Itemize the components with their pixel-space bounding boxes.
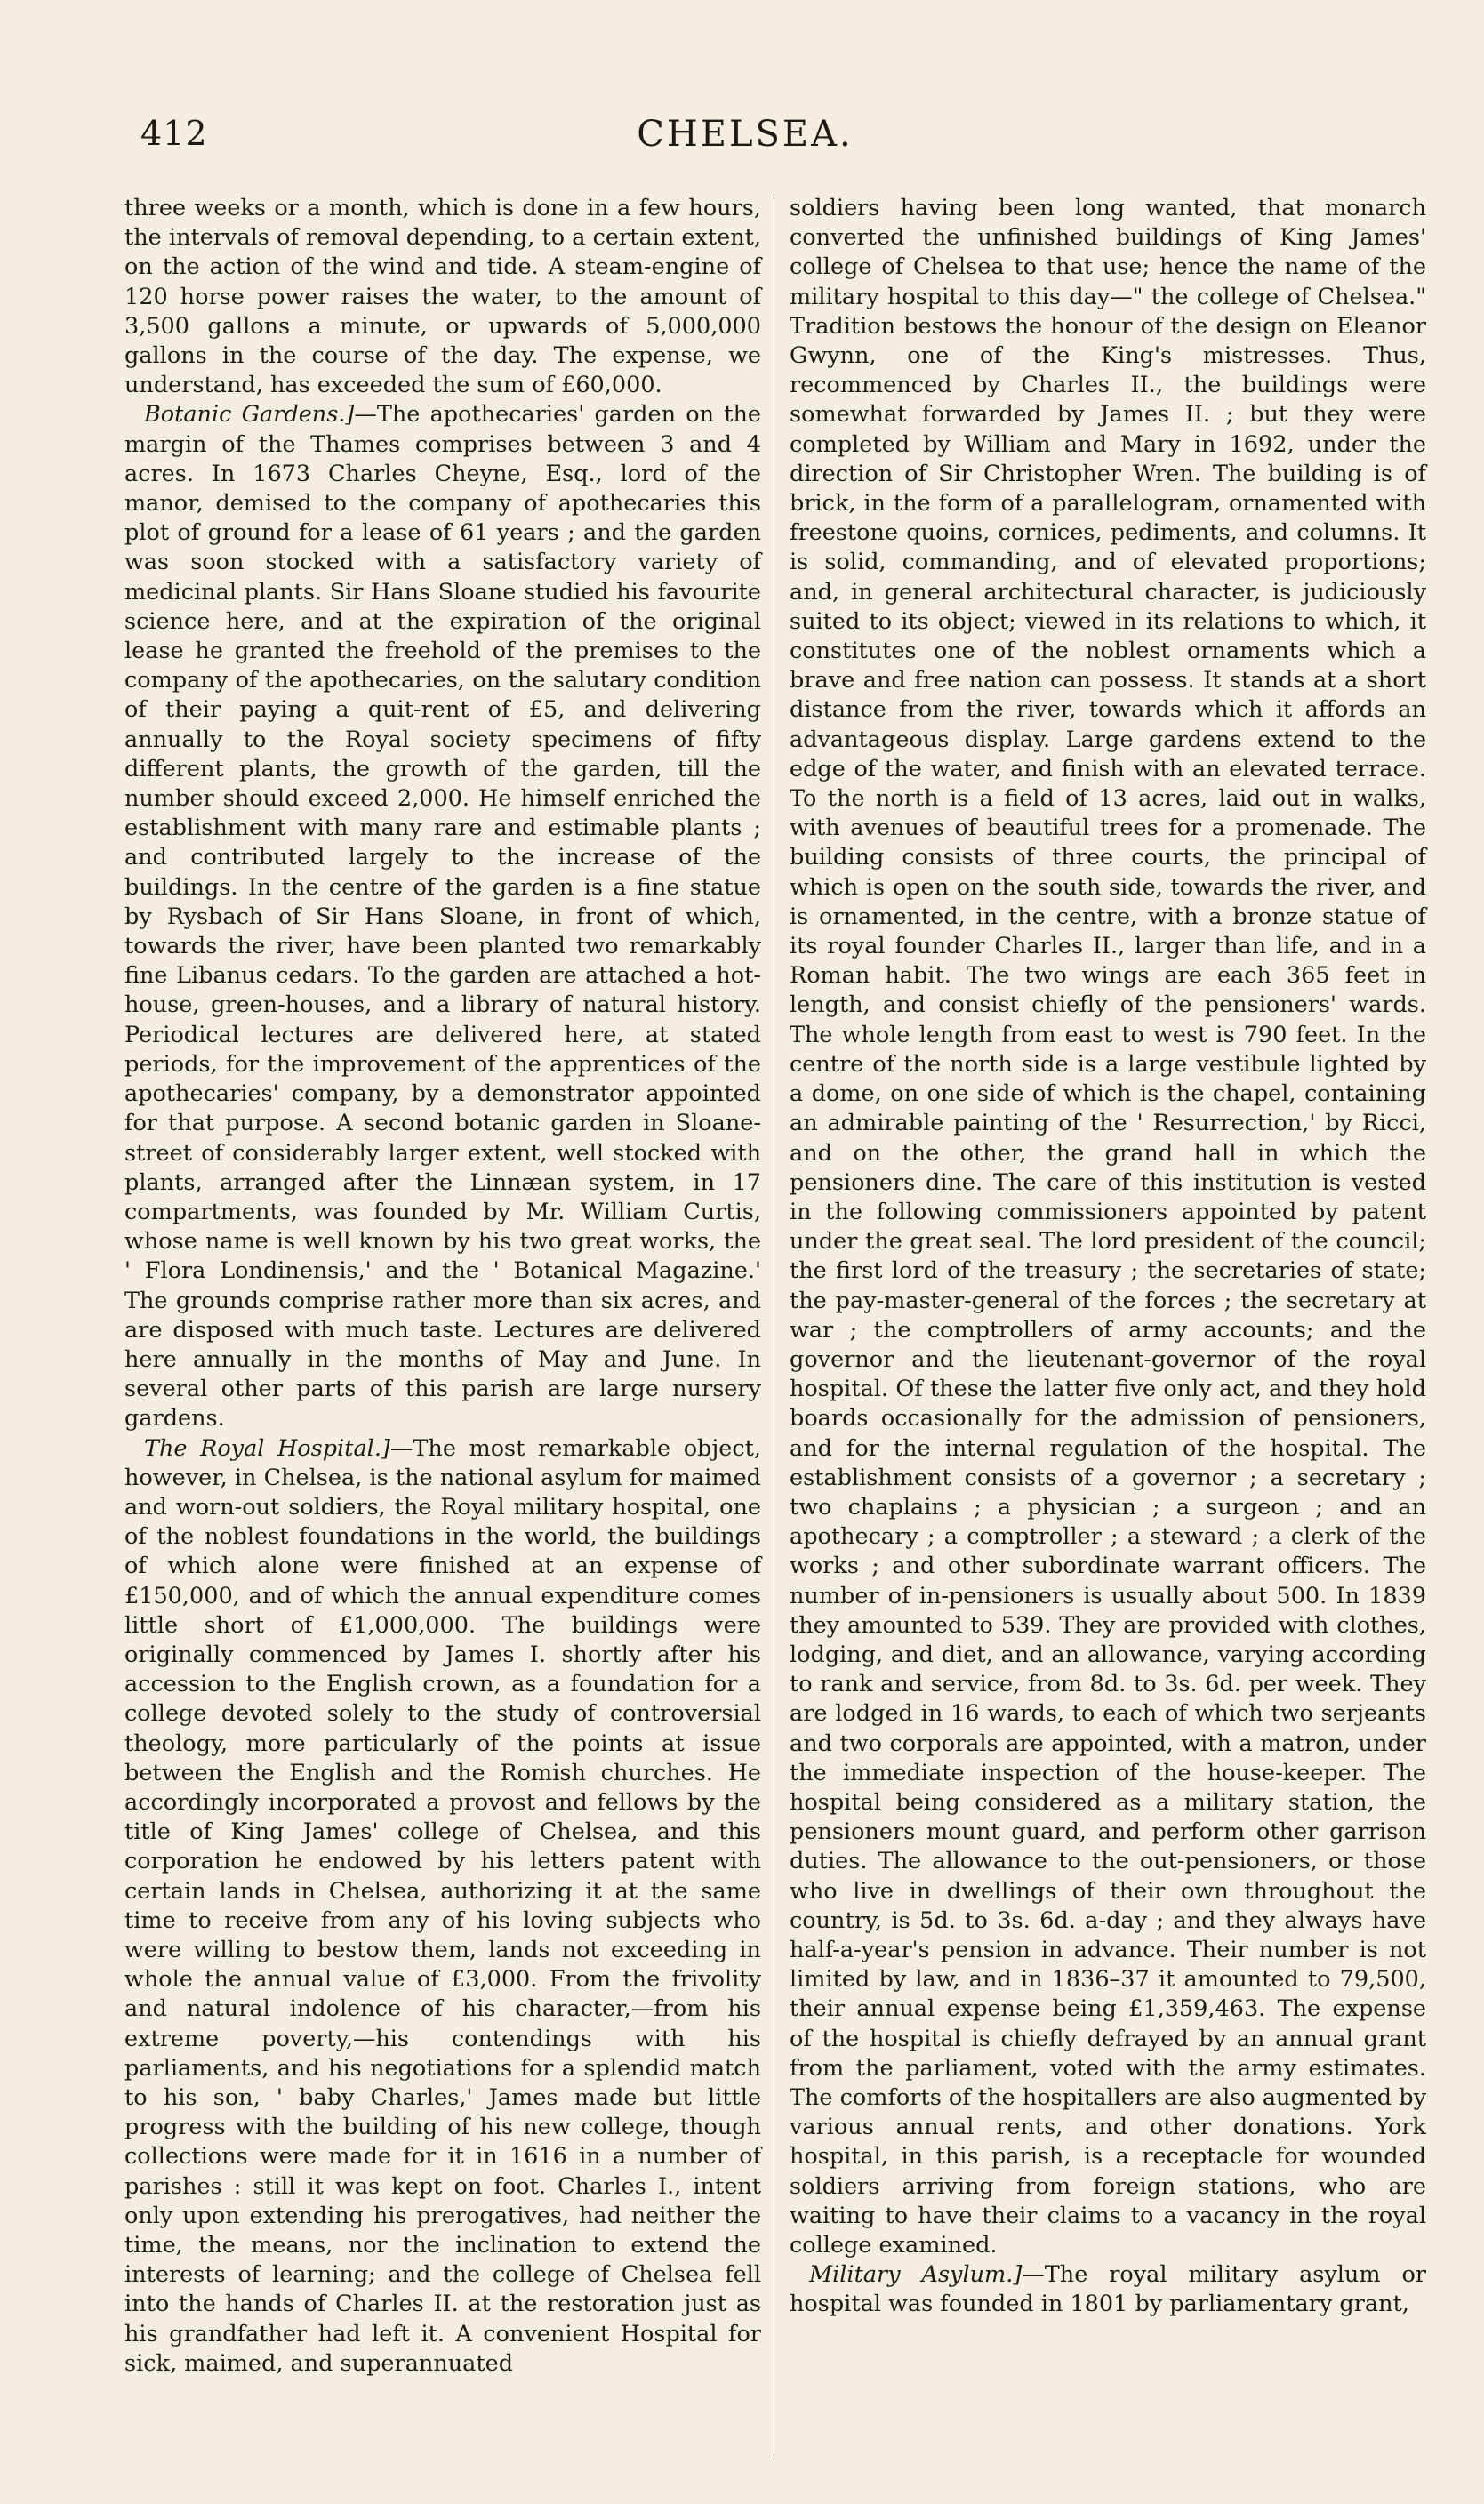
running-title: CHELSEA.	[637, 114, 854, 155]
section-heading: The Royal Hospital.]	[144, 1434, 390, 1462]
paragraph	[124, 400, 761, 1433]
paragraph-text: —The apothecaries' garden on the margin of the Thames comprises between 3 and 4 acres. In 1673 Charles Cheyne, Esq., lord of the manor, demised to the company of apothecaries this plot of ground for a lease of 61 years ; and the garden was soon stocked with a satisfactory variety of medicinal plants. Sir Hans Sloane studied his favourite science here, and at the expiration of the original lease he granted the freehold of the premises to the company of the apothecaries, on the salutary condition of their paying a quit-rent of £5, and delivering annually to the Royal society specimens of fifty different plants, the growth of the garden, till the number should exceed 2,000. He himself enriched the establishment with many rare and estimable plants ; and contributed largely to the increase of the buildings. In the centre of the garden is a fine statue by Rysbach of Sir Hans Sloane, in front of which, towards the river, have been planted two remarkably fine Libanus cedars. To the garden are attached a hot-house, green-houses, and a library of natural history. Periodical lectures are delivered here, at stated periods, for the improvement of the apprentices of the apothecaries' company, by a demonstrator appointed for that purpose. A second botanic garden in Sloane-street of considerably larger extent, well stocked with plants, arranged after the Linnæan system, in 17 compartments, was founded by Mr. William Curtis, whose name is well known by his two great works, the ' Flora Londinensis,' and the ' Botanical Magazine.' The grounds comprise rather more than six acres, and are disposed with much taste. Lectures are delivered here annually in the months of May and June. In several other parts of this parish are large nursery gardens.	[124, 401, 761, 1433]
paragraph-text: three weeks or a month, which is done in a few hours, the intervals of removal depending, to a certain extent, on the action of the wind and tide. A steam-engine of 120 horse power raises the water, to the amount of 3,500 gallons a minute, or upwards of 5,000,000 gallons in the course of the day. The expense, we understand, has exceeded the sum of £60,000.	[124, 195, 761, 399]
paragraph	[790, 194, 1426, 2260]
paragraph	[790, 2260, 1426, 2319]
page-header	[140, 114, 1350, 167]
section-heading: Military Asylum.]	[809, 2261, 1023, 2289]
paragraph-text: —The most remarkable object, however, in Chelsea, is the national asylum for maimed and worn-out soldiers, the Royal military hospital, one of the noblest foundations in the world, the buildings of which alone were finished at an expense of £150,000, and of which the annual expenditure comes little short of £1,000,000. The buildings were originally commenced by James I. shortly after his accession to the English crown, as a foundation for a college devoted solely to the study of controversial theology, more particularly of the points at issue between the English and the Romish churches. He accordingly incorporated a provost and fellows by the title of King James' college of Chelsea, and this corporation he endowed by his letters patent with certain lands in Chelsea, authorizing it at the same time to receive from any of his loving subjects who were willing to bestow them, lands not exceeding in whole the annual value of £3,000. From the frivolity and natural indolence of his character,—from his extreme poverty,—his contendings with his parliaments, and his negotiations for a splendid match to his son, ' baby Charles,' James made but little progress with the building of his new college, though collections were made for it in 1616 in a number of parishes : still it was kept on foot. Charles I., intent only upon extending his prerogatives, had neither the time, the means, nor the inclination to extend the interests of learning; and the college of Chelsea fell into the hands of Charles II. at the restoration just as his grandfather had left it. A convenient Hospital for sick, maimed, and superannuated	[124, 1434, 762, 2377]
paragraph-text: —The royal military asylum or hospital was founded in 1801 by parliamentary grant,	[790, 2261, 1426, 2318]
left-column	[124, 194, 761, 2379]
paragraph	[124, 1434, 761, 2380]
right-column	[790, 194, 1426, 2320]
section-heading: Botanic Gardens.]	[144, 401, 355, 429]
paragraph-text: soldiers having been long wanted, that monarch converted the unfinished buildings of King James' college of Chelsea to that use; hence the name of the military hospital to this day—" the college of Chelsea." Tradition bestows the honour of the design on Eleanor Gwynn, one of the King's mistresses. Thus, recommenced by Charles II., the buildings were somewhat forwarded by James II. ; but they were completed by William and Mary in 1692, under the direction of Sir Christopher Wren. The building is of brick, in the form of a parallelogram, ornamented with freestone quoins, cornices, pediments, and columns. It is solid, commanding, and of elevated proportions; and, in general architectural character, is judiciously suited to its object; viewed in its relations to which, it constitutes one of the noblest ornaments which a brave and free nation can possess. It stands at a short distance from the river, towards which it affords an advantageous display. Large gardens extend to the edge of the water, and finish with an elevated terrace. To the north is a field of 13 acres, laid out in walks, with avenues of beautiful trees for a promenade. The building consists of three courts, the principal of which is open on the south side, towards the river, and is ornamented, in the centre, with a bronze statue of its royal founder Charles II., larger than life, and in a Roman habit. The two wings are each 365 feet in length, and consist chiefly of the pensioners' wards. The whole length from east to west is 790 feet. In the centre of the north side is a large vestibule lighted by a dome, on one side of which is the chapel, containing an admirable painting of the ' Resurrection,' by Ricci, and on the other, the grand hall in which the pensioners dine. The care of this institution is vested in the following commissioners appointed by patent under the great seal. The lord president of the council; the first lord of the treasury ; the secretaries of state; the pay-master-general of the forces ; the secretary at war ; the comptrollers of army accounts; and the governor and the lieutenant-governor of the royal hospital. Of these the latter five only act, and they hold boards occasionally for the admission of pensioners, and for the internal regulation of the hospital. The establishment consists of a governor ; a secretary ; two chaplains ; a physician ; a surgeon ; and an apothecary ; a comptroller ; a steward ; a clerk of the works ; and other subordinate warrant officers. The number of in-pensioners is usually about 500. In 1839 they amounted to 539. They are provided with clothes, lodging, and diet, and an allowance, varying according to rank and service, from 8d. to 3s. 6d. per week. They are lodged in 16 wards, to each of which two serjeants and two corporals are appointed, with a matron, under the immediate inspection of the house-keeper. The hospital being considered as a military station, the pensioners mount guard, and perform other garrison duties. The allowance to the out-pensioners, or those who live in dwellings of their own throughout the country, is 5d. to 3s. 6d. a-day ; and they always have half-a-year's pension in advance. Their number is not limited by law, and in 1836–37 it amounted to 79,500, their annual expense being £1,359,463. The expense of the hospital is chiefly defrayed by an annual grant from the parliament, voted with the army estimates. The comforts of the hospitallers are also augmented by various annual rents, and other donations. York hospital, in this parish, is a receptacle for wounded soldiers arriving from foreign stations, who are waiting to have their claims to a vacancy in the royal college examined.	[790, 195, 1426, 2259]
paragraph	[124, 194, 761, 400]
page-number: 412	[140, 114, 208, 153]
